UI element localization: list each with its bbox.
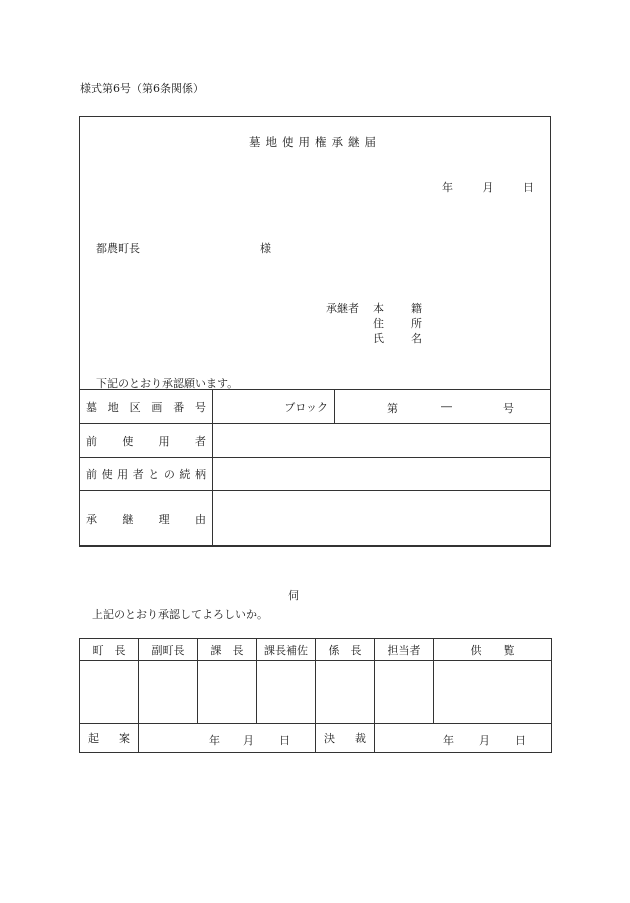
date-day-label: 日 xyxy=(523,181,534,194)
label-char: 理 xyxy=(158,512,170,526)
decision-month: 月 xyxy=(479,734,490,747)
header-mayor: 町 長 xyxy=(80,639,139,661)
label-char: の xyxy=(163,468,175,481)
header-staff: 担当者 xyxy=(375,639,434,661)
label-char: 柄 xyxy=(194,468,206,481)
label-char: 号 xyxy=(194,400,206,414)
decision-label xyxy=(316,730,374,746)
draft-day: 日 xyxy=(279,734,290,747)
label-char: 番 xyxy=(173,400,185,414)
stamp-mayor[interactable] xyxy=(80,661,139,724)
plot-row xyxy=(80,390,551,424)
addressee: 都農町長 xyxy=(96,242,140,255)
label-char: 用 xyxy=(158,434,170,448)
label-char: 続 xyxy=(179,468,191,481)
relation-label xyxy=(80,466,212,482)
request-text: 下記のとおり承認願います。 xyxy=(96,377,239,390)
label-char: 承 xyxy=(86,512,97,526)
reason-row xyxy=(80,491,551,547)
draft-label-cell xyxy=(80,724,139,753)
block-label: ブロック xyxy=(284,400,328,414)
decision-day: 日 xyxy=(515,734,526,747)
stamp-unit-chief[interactable] xyxy=(316,661,375,724)
stamp-staff[interactable] xyxy=(375,661,434,724)
reason-value[interactable] xyxy=(213,491,551,547)
plot-label xyxy=(80,399,212,415)
stamp-assistant-chief[interactable] xyxy=(257,661,316,724)
relation-label-cell xyxy=(80,458,213,491)
plot-number-cell xyxy=(335,390,551,424)
label-char: 由 xyxy=(194,512,206,526)
successor-domicile-label: 本 籍 xyxy=(373,302,430,315)
approval-stamp-row xyxy=(80,661,552,724)
honorific: 様 xyxy=(260,242,271,255)
number-dash: ― xyxy=(441,400,452,413)
inquiry-text: 上記のとおり承認してよろしいか。 xyxy=(92,608,268,621)
inquiry-heading: 伺 xyxy=(288,589,299,602)
label-char: 墓 xyxy=(86,400,97,414)
header-unit-chief: 係 長 xyxy=(316,639,375,661)
draft-label xyxy=(80,730,138,746)
submission-date xyxy=(416,179,534,195)
draft-year: 年 xyxy=(209,734,220,747)
details-table xyxy=(79,389,551,547)
label-char: 使 xyxy=(122,434,134,448)
relation-value[interactable] xyxy=(213,458,551,491)
application-form xyxy=(79,116,551,546)
header-deputy-mayor: 副町長 xyxy=(139,639,198,661)
header-section-chief: 課 長 xyxy=(198,639,257,661)
approval-table xyxy=(79,638,552,753)
label-char: 地 xyxy=(107,400,119,414)
plot-label-cell xyxy=(80,390,213,424)
decision-date-cell[interactable] xyxy=(375,724,552,753)
decision-year: 年 xyxy=(443,734,454,747)
label-char: 画 xyxy=(151,400,163,414)
form-number: 様式第6号（第6条関係） xyxy=(80,82,204,95)
label-char: 区 xyxy=(129,400,141,414)
label-char: 者 xyxy=(132,468,144,481)
previous-user-row xyxy=(80,424,551,458)
label-char: 継 xyxy=(122,512,134,526)
label-char: 案 xyxy=(119,732,130,745)
label-char: 前 xyxy=(86,468,97,481)
stamp-circulation[interactable] xyxy=(434,661,552,724)
previous-user-label xyxy=(80,433,212,449)
reason-label xyxy=(80,511,212,527)
previous-user-label-cell xyxy=(80,424,213,458)
previous-user-value[interactable] xyxy=(213,424,551,458)
date-year-label: 年 xyxy=(442,181,453,194)
draft-month: 月 xyxy=(243,734,254,747)
label-char: 決 xyxy=(324,732,335,745)
label-char: と xyxy=(148,468,160,481)
successor-name-label: 氏 名 xyxy=(373,332,430,345)
stamp-section-chief[interactable] xyxy=(198,661,257,724)
successor-address-label: 住 所 xyxy=(373,317,430,330)
header-circulation: 供 覧 xyxy=(434,639,552,661)
stamp-deputy-mayor[interactable] xyxy=(139,661,198,724)
number-go: 号 xyxy=(503,402,514,415)
number-dai: 第 xyxy=(387,402,398,415)
approval-header-row xyxy=(80,639,552,661)
label-char: 使 xyxy=(101,468,113,481)
reason-label-cell xyxy=(80,491,213,547)
header-assistant-chief: 課長補佐 xyxy=(257,639,316,661)
form-title: 墓地使用権承継届 xyxy=(249,135,381,149)
date-month-label: 月 xyxy=(482,181,494,194)
decision-label-cell xyxy=(316,724,375,753)
label-char: 前 xyxy=(86,434,97,448)
successor-label: 承継者 xyxy=(326,302,359,315)
label-char: 用 xyxy=(117,468,129,481)
relation-row xyxy=(80,458,551,491)
label-char: 者 xyxy=(194,434,206,448)
label-char: 裁 xyxy=(355,732,366,745)
approval-date-row xyxy=(80,724,552,753)
block-cell xyxy=(213,390,335,424)
draft-date-cell[interactable] xyxy=(139,724,316,753)
label-char: 起 xyxy=(88,732,99,745)
